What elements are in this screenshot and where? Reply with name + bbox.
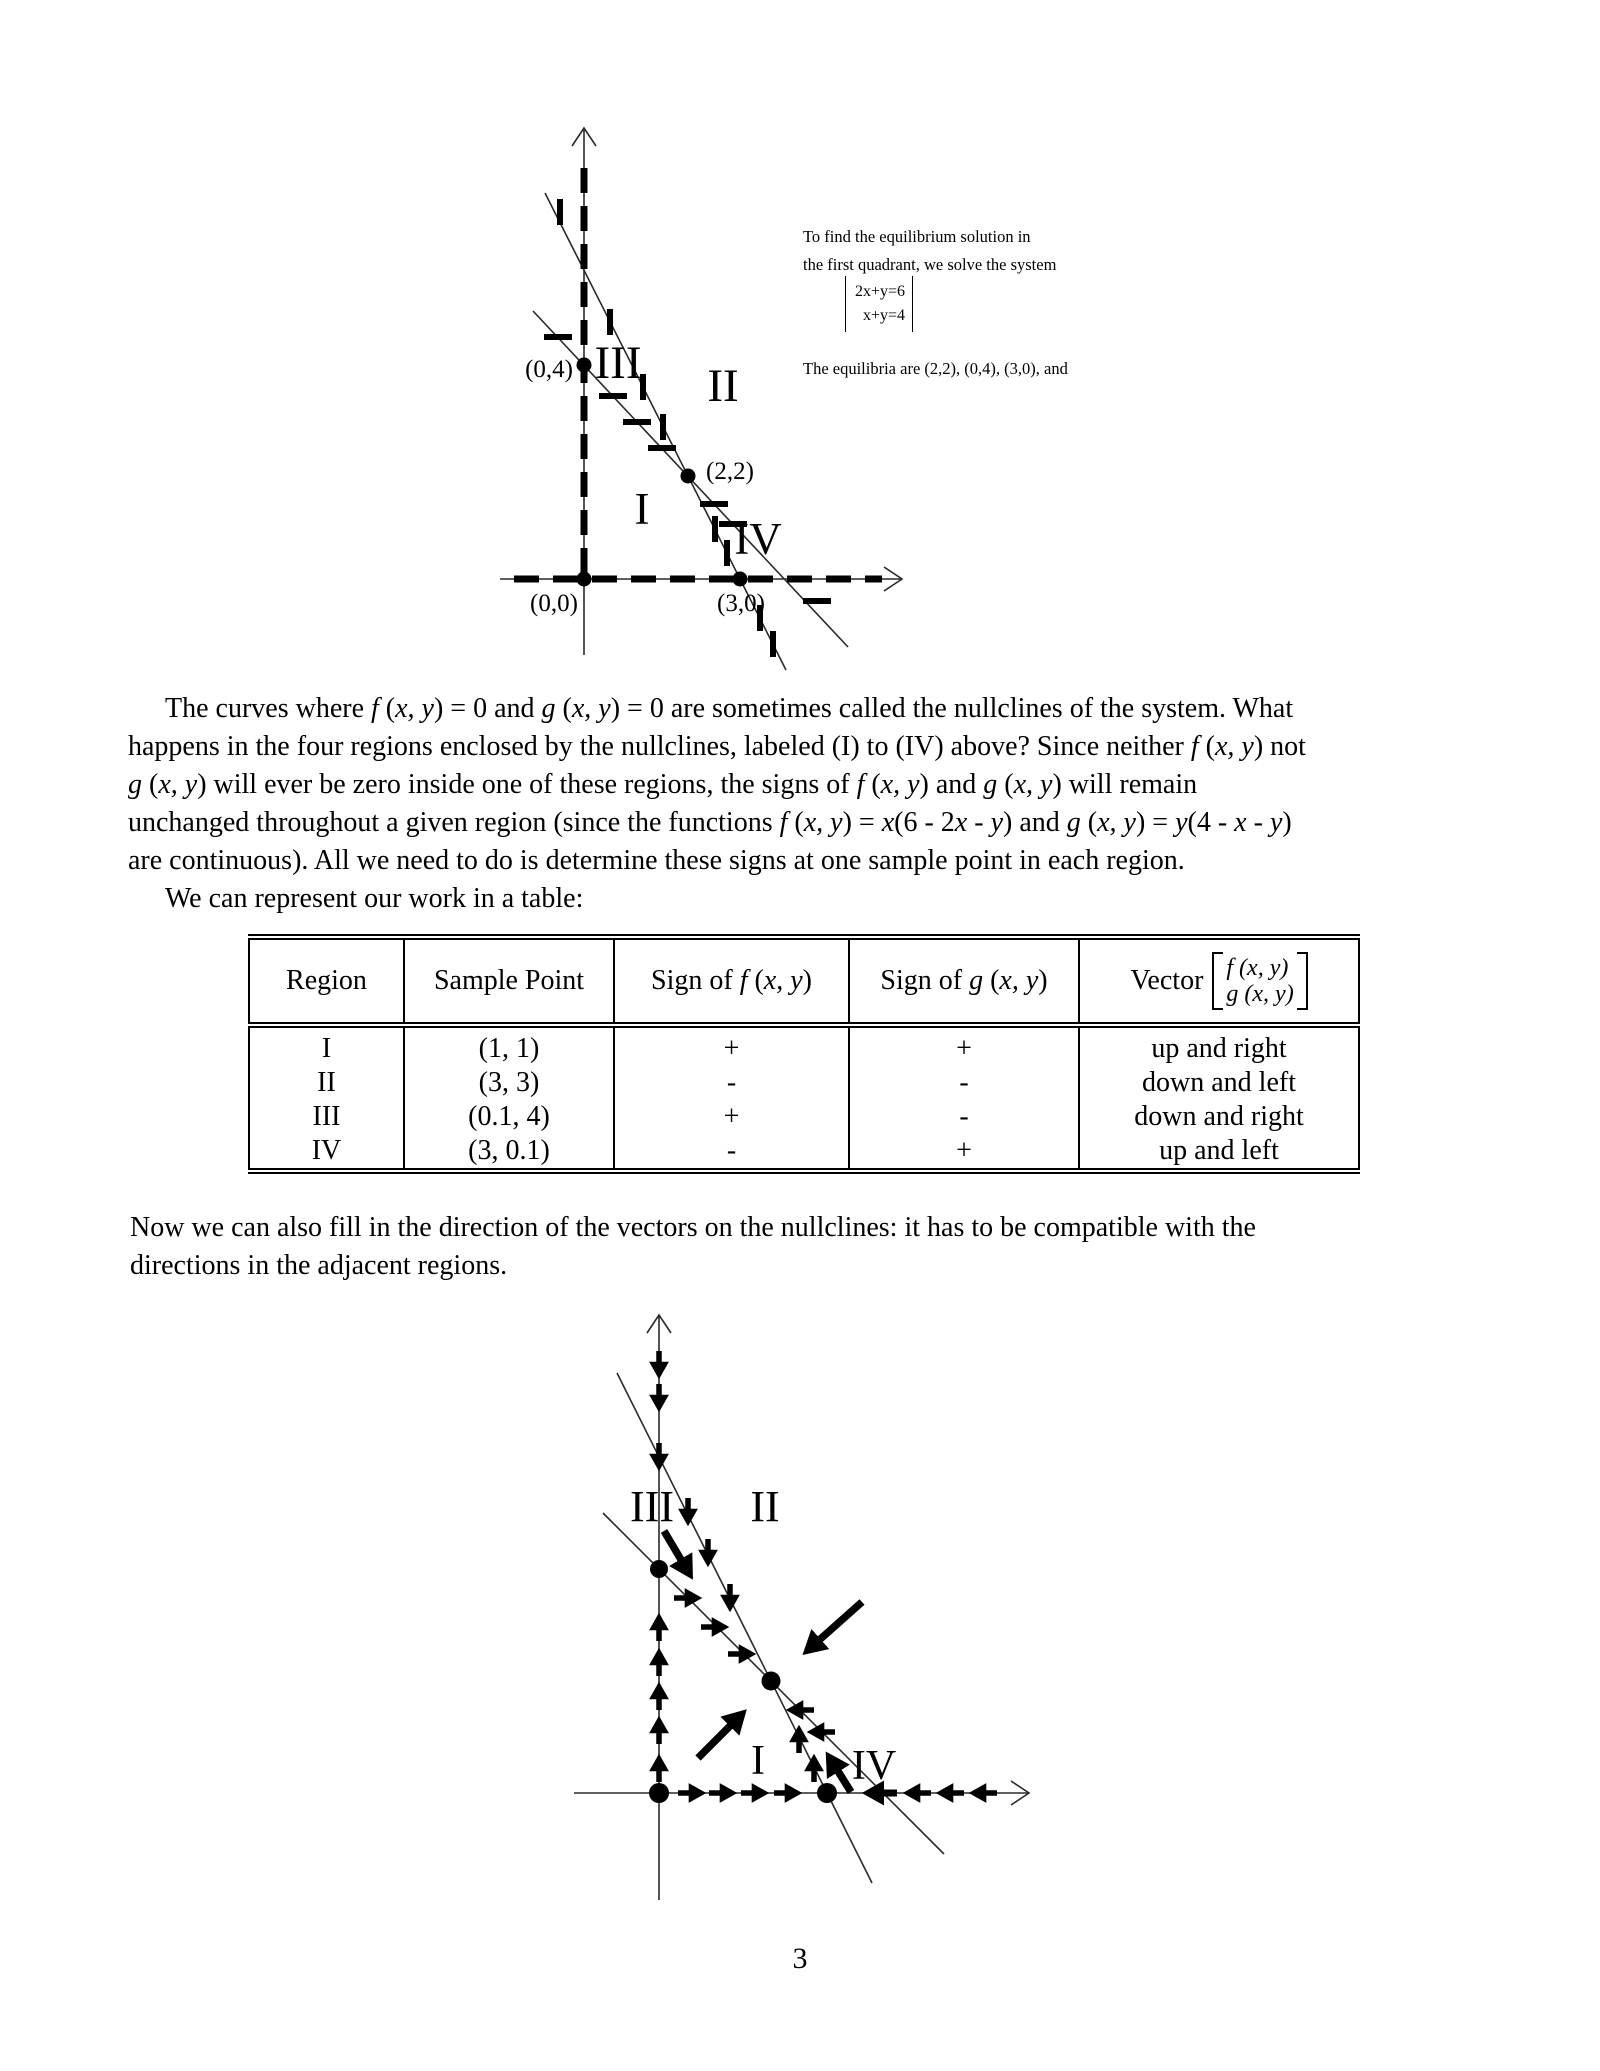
paragraph-line: directions in the adjacent regions. [130,1250,508,1281]
vector-field-figure-bottom [540,1290,1060,1930]
cell-vector: down and left [1079,1066,1359,1100]
right-bracket-icon [1297,952,1308,1010]
region-II-arrow [817,1602,862,1642]
paragraph-line: g (x, y) will ever be zero inside one of these regions, the signs of f (x, y) and g (x, y) will remain [128,769,1198,800]
dot-2-2 [762,1672,781,1691]
paragraph-line: are continuous). All we need to do is determine these signs at one sample point in each region. [128,845,1185,876]
paragraph-line: unchanged throughout a given region (since the functions f (x, y) = x(6 - 2x - y) and g (x, y) = y(4 - x - y) [128,807,1292,838]
col-header-sample-point: Sample Point [404,937,614,1025]
paragraph-nullclines [128,690,1306,918]
label-region-II: II [750,1482,780,1531]
cell-vector: up and left [1079,1134,1359,1171]
label-region-III: III [630,1482,674,1531]
table-row [249,1134,1359,1171]
region-I-arrow [698,1723,733,1758]
note-line-2: the first quadrant, we solve the system [803,255,1057,274]
dot-0-0 [577,572,592,587]
col-header-vector [1079,937,1359,1025]
col-header-sign-f: Sign of f (x, y) [614,937,849,1025]
cell-sign-g: - [849,1066,1079,1100]
label-point-30: (3,0) [717,590,765,617]
vector-bottom-entry: g (x, y) [1226,981,1294,1007]
vector-top-entry: f (x, y) [1226,955,1289,981]
note-line-1: To find the equilibrium solution in [803,227,1031,246]
nullcline-lines [603,1373,944,1883]
label-point-04: (0,4) [525,356,573,383]
note-result: The equilibria are (2,2), (0,4), (3,0), and [803,359,1068,378]
paragraph-line: Now we can also fill in the direction of the vectors on the nullclines: it has to be compatible with the [130,1212,1256,1243]
cell-sign-g: + [849,1025,1079,1066]
cell-region: III [312,1101,341,1132]
paragraph-line: The curves where f (x, y) = 0 and g (x, y) = 0 are sometimes called the nullclines of the system. What [165,693,1294,724]
dot-3-0 [817,1783,837,1803]
equation-2: x+y=4 [863,307,906,324]
cell-sample: (3, 3) [404,1066,614,1100]
cell-region: I [321,1033,332,1064]
dot-3-0 [733,572,748,587]
table-row [249,1100,1359,1134]
label-region-III: III [594,337,642,389]
cell-vector: up and right [1079,1025,1359,1066]
col-header-region: Region [249,937,404,1025]
signs-table [248,934,1360,1174]
left-bracket-icon [1212,952,1223,1010]
vector-word: Vector [1130,965,1204,996]
vector-matrix [1212,952,1307,1010]
paragraph-line: We can represent our work in a table: [165,883,584,914]
table-row [249,1025,1359,1066]
equation-1: 2x+y=6 [855,283,906,300]
label-region-I: I [634,484,650,534]
page-number: 3 [792,1942,808,1975]
nullclines-figure-top [430,80,940,700]
label-point-00: (0,0) [530,590,578,617]
paragraph-line: happens in the four regions enclosed by the nullclines, labeled (I) to (IV) above? Since neither f (x, y) not [128,731,1306,762]
dot-0-4 [650,1560,668,1578]
equation-system [845,276,913,332]
table-row [249,1066,1359,1100]
cell-vector: down and right [1079,1100,1359,1134]
dot-0-0 [649,1783,669,1803]
cell-sign-f: + [614,1025,849,1066]
cell-sign-f: - [614,1134,849,1171]
cell-sample: (0.1, 4) [404,1100,614,1134]
paragraph-directions [130,1209,1256,1285]
cell-sign-g: - [849,1100,1079,1134]
label-point-22: (2,2) [706,458,754,485]
cell-sign-g: + [849,1134,1079,1171]
col-header-sign-g: Sign of g (x, y) [849,937,1079,1025]
nullcline-lines [533,193,848,670]
cell-sign-f: - [614,1066,849,1100]
label-region-I: I [751,1738,765,1784]
label-region-IV: IV [851,1743,897,1789]
axes [574,1315,1029,1900]
cell-sign-f: + [614,1100,849,1134]
cell-sample: (3, 0.1) [404,1134,614,1171]
dot-0-4 [577,358,592,373]
steep-nullcline-ticks [560,199,773,657]
label-region-II: II [707,360,739,412]
region-III-arrow [664,1531,683,1563]
cell-region: IV [311,1135,342,1166]
cell-sample: (1, 1) [404,1025,614,1066]
cell-region: II [317,1067,336,1098]
table-header-row [249,937,1359,1025]
direction-arrows [659,1351,997,1793]
dot-2-2 [681,469,696,484]
label-region-IV: IV [734,514,782,564]
region-IV-arrow [836,1768,851,1792]
